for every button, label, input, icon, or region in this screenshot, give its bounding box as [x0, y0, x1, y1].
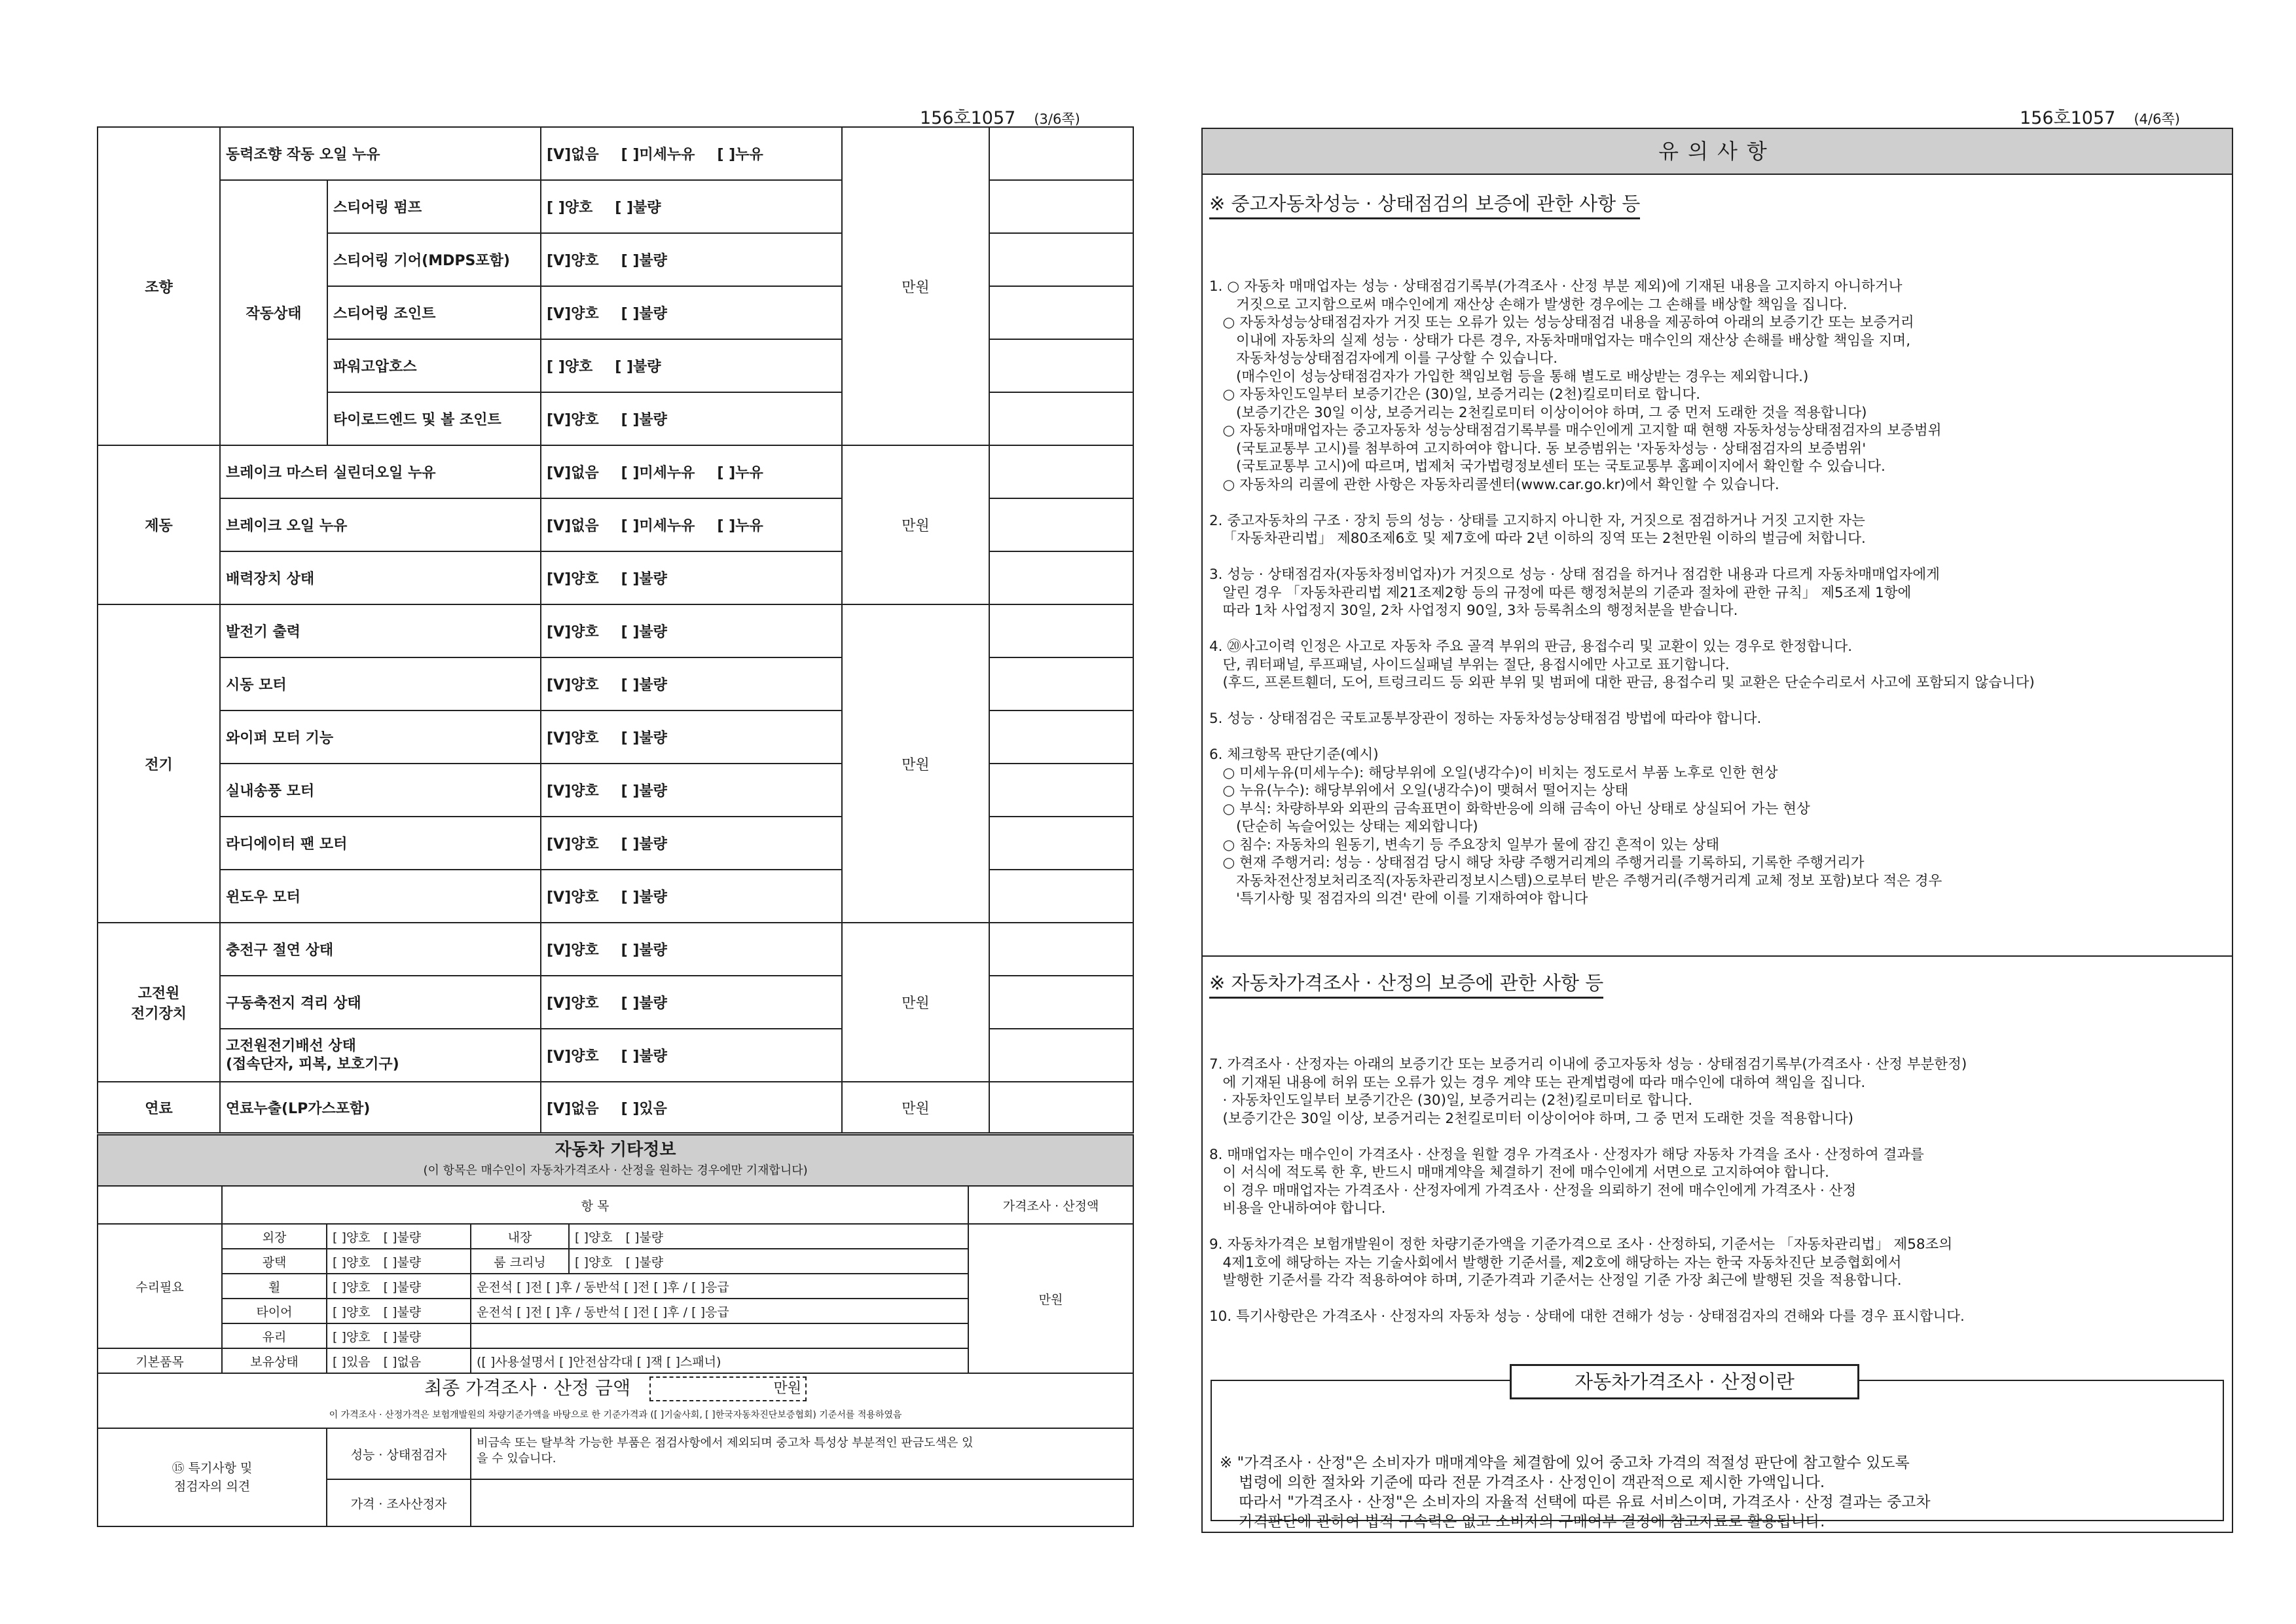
text-line — [1209, 728, 2204, 747]
text-line: 가격판단에 관하여 법적 구속력은 없고 소비자의 구매여부 결정에 참고자료로 활용됩니다. — [1220, 1513, 1825, 1530]
text-line: '특기사항 및 점검자의 의견' 란에 이를 기재하여야 합니다 — [1209, 891, 1588, 907]
item-options[interactable]: [V]양호 [ ]불량 — [541, 233, 842, 286]
item-options[interactable]: [V]양호 [ ]불량 — [541, 604, 842, 657]
price-cell[interactable] — [989, 233, 1133, 286]
price-cell[interactable] — [989, 180, 1133, 233]
final-price-row — [98, 1373, 1133, 1428]
text-line: 8. 매매업자는 매수인이 가격조사 · 산정을 원할 경우 가격조사 · 산정자가 해당 자동차 가격을 조사 · 산정하여 결과를 — [1209, 1146, 1924, 1163]
item-label: 시동 모터 — [220, 657, 541, 710]
section-divider — [1203, 955, 2232, 957]
left-page-header — [920, 103, 1080, 129]
item-options[interactable]: [V]없음 [ ]있음 — [541, 1082, 842, 1133]
item-options[interactable]: [V]양호 [ ]불량 — [541, 817, 842, 870]
page-number: (3/6쪽) — [1034, 111, 1080, 127]
category-electric: 전기 — [98, 604, 220, 923]
price-definition-box — [1211, 1371, 2224, 1530]
text-line: ○ 현재 주행거리: 성능 · 상태점검 당시 해당 차량 주행거리계의 주행거리를 기록하되, 기록한 주행거리가 — [1209, 855, 1865, 871]
price-cell[interactable] — [989, 976, 1133, 1029]
page-number: (4/6쪽) — [2134, 111, 2180, 127]
section-performance-warranty: ※ 중고자동차성능 · 상태점검의 보증에 관한 사항 등 — [1209, 189, 1640, 219]
price-unit: 만원 — [842, 923, 989, 1082]
text-line: ○ 자동차의 리콜에 관한 사항은 자동차리콜센터(www.car.go.kr)에서 확인할 수 있습니다. — [1209, 476, 1779, 493]
item-label: 브레이크 마스터 실린더오일 누유 — [220, 445, 541, 498]
row-options[interactable]: [ ]양호 [ ]불량 — [327, 1224, 471, 1249]
row-detail[interactable]: 운전석 [ ]전 [ ]후 / 동반석 [ ]전 [ ]후 / [ ]응급 — [471, 1299, 968, 1323]
price-cell[interactable] — [989, 445, 1133, 498]
price-cell[interactable] — [989, 1082, 1133, 1133]
item-options[interactable]: [V]양호 [ ]불량 — [541, 870, 842, 923]
text-line: 「자동차관리법」 제80조제6호 및 제7호에 따라 2년 이하의 징역 또는 2천만원 이하의 벌금에 처합니다. — [1209, 530, 1866, 547]
inspector-label: 성능 · 상태점검자 — [327, 1428, 471, 1479]
price-cell[interactable] — [989, 870, 1133, 923]
text-line: 이내에 자동차의 실제 성능 · 상태가 다른 경우, 자동차매매업자는 매수인의 재산상 손해를 배상할 책임을 지며, — [1209, 332, 1911, 349]
text-line: ○ 부식: 차량하부와 외판의 금속표면이 화학반응에 의해 금속이 아닌 상태로 상실되어 가는 현상 — [1209, 800, 1810, 817]
other-info-header — [98, 1135, 1133, 1186]
price-cell[interactable] — [989, 710, 1133, 764]
text-line: 이 서식에 적도록 한 후, 반드시 매매계약을 체결하기 전에 매수인에게 서면으로 고지하여야 합니다. — [1209, 1164, 1829, 1181]
item-label: 배력장치 상태 — [220, 551, 541, 604]
final-price-box[interactable]: 만원 — [649, 1376, 807, 1401]
price-cell[interactable] — [989, 923, 1133, 976]
text-line: 9. 자동차가격은 보험개발원이 정한 차량기준가액을 기준가격으로 조사 · 산정하되, 기준서는 「자동차관리법」 제58조의 — [1209, 1236, 1953, 1253]
item-options[interactable]: [V]없음 [ ]미세누유 [ ]누유 — [541, 445, 842, 498]
item-options[interactable]: [ ]양호 [ ]불량 — [541, 339, 842, 392]
item-options[interactable]: [V]양호 [ ]불량 — [541, 976, 842, 1029]
row-label: 타이어 — [222, 1299, 327, 1323]
item-options[interactable]: [V]양호 [ ]불량 — [541, 764, 842, 817]
text-line: 비용을 안내하여야 합니다. — [1209, 1200, 1386, 1217]
item-options[interactable]: [V]없음 [ ]미세누유 [ ]누유 — [541, 127, 842, 180]
row-label: 휠 — [222, 1274, 327, 1299]
text-line: 5. 성능 · 상태점검은 국토교통부장관이 정하는 자동차성능상태점검 방법에 따라야 합니다. — [1209, 710, 1762, 727]
text-line: ○ 누유(누수): 해당부위에서 오일(냉각수)이 맺혀서 떨어지는 상태 — [1209, 783, 1629, 799]
category-fuel: 연료 — [98, 1082, 220, 1133]
column-item: 항 목 — [222, 1186, 968, 1224]
repair-needed-label: 수리필요 — [98, 1224, 222, 1348]
item-label: 발전기 출력 — [220, 604, 541, 657]
item-options[interactable]: [V]양호 [ ]불량 — [541, 923, 842, 976]
text-line: (보증기간은 30일 이상, 보증거리는 2천킬로미터 이상이어야 하며, 그 중 먼저 도래한 것을 적용합니다) — [1209, 404, 1867, 421]
row-label: 광택 — [222, 1249, 327, 1274]
row-options[interactable]: [ ]양호 [ ]불량 — [327, 1274, 471, 1299]
item-label: 스티어링 펌프 — [327, 180, 541, 233]
inspector-opinion[interactable]: 비금속 또는 탈부착 가능한 부품은 점검사항에서 제외되며 중고차 특성상 부분적인 판금도색은 있 을 수 있습니다. — [471, 1428, 1133, 1479]
section-price-warranty: ※ 자동차가격조사 · 산정의 보증에 관한 사항 등 — [1209, 969, 1603, 999]
item-label: 충전구 절연 상태 — [220, 923, 541, 976]
price-cell[interactable] — [989, 127, 1133, 180]
text-line: (후드, 프론트휀더, 도어, 트렁크리드 등 외판 부위 및 범퍼에 대한 판금, 용접수리 및 교환은 단순수리로서 사고에 포함되지 않습니다) — [1209, 674, 2035, 691]
item-label: 스티어링 조인트 — [327, 286, 541, 339]
notice-title: 유의사항 — [1203, 129, 2232, 175]
text-line: 알린 경우 「자동차관리법 제21조제2항 등의 규정에 따른 행정처분의 기준과 절차에 관한 규칙」 제5조제 1항에 — [1209, 584, 1912, 601]
text-line: ※ "가격조사 · 산정"은 소비자가 매매계약을 체결함에 있어 중고차 가격의 적절성 판단에 참고할수 있도록 — [1220, 1454, 1910, 1471]
item-label: 브레이크 오일 누유 — [220, 498, 541, 551]
text-line: 2. 중고자동차의 구조 · 장치 등의 성능 · 상태를 고지하지 아니한 자, 거짓으로 점검하거나 거짓 고지한 자는 — [1209, 512, 1865, 529]
section-performance-body — [1209, 242, 2204, 944]
row-options[interactable]: [ ]있음 [ ]없음 — [327, 1348, 471, 1373]
item-label: 파워고압호스 — [327, 339, 541, 392]
text-line: 이 경우 매매업자는 가격조사 · 산정자에게 가격조사 · 산정을 의뢰하기 전에 매수인에게 가격조사 · 산정 — [1209, 1182, 1857, 1199]
item-options[interactable]: [V]양호 [ ]불량 — [541, 286, 842, 339]
text-line: (매수인이 성능상태점검자가 가입한 책임보험 등을 통해 별도로 배상받는 경우는 제외합니다.) — [1209, 368, 1809, 385]
item-label: 스티어링 기어(MDPS포함) — [327, 233, 541, 286]
price-cell[interactable] — [989, 604, 1133, 657]
item-options[interactable]: [V]없음 [ ]미세누유 [ ]누유 — [541, 498, 842, 551]
price-definition-body — [1220, 1414, 2215, 1571]
row-detail[interactable]: ([ ]사용설명서 [ ]안전삼각대 [ ]잭 [ ]스패너) — [471, 1348, 968, 1373]
text-line: 따라서 "가격조사 · 산정"은 소비자의 자율적 선택에 따른 유료 서비스이며, 가격조사 · 산정 결과는 중고차 — [1220, 1494, 1931, 1511]
text-line — [1209, 1290, 2204, 1308]
text-line — [1209, 494, 2204, 512]
text-line: ○ 자동차매매업자는 중고자동차 성능상태점검기록부를 매수인에게 고지할 때 현행 자동차성능상태점검자의 보증범위 — [1209, 422, 1942, 439]
subcategory-operation: 작동상태 — [220, 180, 327, 445]
text-line: (보증기간은 30일 이상, 보증거리는 2천킬로미터 이상이어야 하며, 그 중 먼저 도래한 것을 적용합니다) — [1209, 1110, 1853, 1127]
text-line: 단, 쿼터패널, 루프패널, 사이드실패널 부위는 절단, 용접시에만 사고로 표기합니다. — [1209, 656, 1730, 673]
price-cell[interactable] — [989, 764, 1133, 817]
item-label: 라디에이터 팬 모터 — [220, 817, 541, 870]
text-line: 발행한 기준서를 각각 적용하여야 하며, 기준가격과 기준서는 산정일 기준 가장 최근에 발행된 것을 적용합니다. — [1209, 1272, 1902, 1289]
blank-cell — [471, 1323, 968, 1348]
row-label: 유리 — [222, 1323, 327, 1348]
text-line: 4제1호에 해당하는 자는 기술사회에서 발행한 기준서를, 제2호에 해당하는 자는 한국 자동차진단 보증협회에서 — [1209, 1254, 1902, 1271]
price-cell[interactable] — [989, 657, 1133, 710]
price-unit: 만원 — [968, 1224, 1133, 1373]
text-line: 법령에 의한 절차와 기준에 따라 전문 가격조사 · 산정인이 객관적으로 제시한 가액입니다. — [1220, 1474, 1825, 1491]
text-line: ○ 침수: 자동차의 원동기, 변속기 등 주요장치 일부가 물에 잠긴 흔적이 있는 상태 — [1209, 836, 1720, 853]
item-options[interactable]: [V]양호 [ ]불량 — [541, 710, 842, 764]
price-unit: 만원 — [842, 127, 989, 445]
item-label: 와이퍼 모터 기능 — [220, 710, 541, 764]
row-label: 룸 크리닝 — [471, 1249, 569, 1274]
text-line: (국토교통부 고시)에 따르며, 법제처 국가법령정보센터 또는 국토교통부 홈페이지에서 확인할 수 있습니다. — [1209, 458, 1886, 475]
text-line: 자동차성능상태점검자에게 이를 구상할 수 있습니다. — [1209, 350, 1558, 367]
item-options[interactable]: [V]양호 [ ]불량 — [541, 657, 842, 710]
text-line: 6. 체크항목 판단기준(예시) — [1209, 747, 1379, 763]
price-unit: 만원 — [842, 604, 989, 923]
text-line — [1209, 548, 2204, 566]
item-label: 고전원전기배선 상태 (접속단자, 피복, 보호기구) — [220, 1029, 541, 1082]
price-definition-title: 자동차가격조사 · 산정이란 — [1510, 1364, 1859, 1399]
price-cell[interactable] — [989, 286, 1133, 339]
item-label: 연료누출(LP가스포함) — [220, 1082, 541, 1133]
document-number: 156호1057 — [920, 108, 1016, 128]
price-unit: 만원 — [842, 1082, 989, 1133]
price-unit: 만원 — [842, 445, 989, 604]
column-price: 가격조사 · 산정액 — [968, 1186, 1133, 1224]
row-label: 내장 — [471, 1224, 569, 1249]
price-cell[interactable] — [989, 817, 1133, 870]
item-options[interactable]: [ ]양호 [ ]불량 — [541, 180, 842, 233]
text-line: 에 기재된 내용에 허위 또는 오류가 있는 경우 계약 또는 관계법령에 따라 매수인에 대하여 책임을 집니다. — [1209, 1074, 1866, 1091]
text-line: ○ 미세누유(미세누수): 해당부위에 오일(냉각수)이 비치는 정도로서 부품 노후로 인한 현상 — [1209, 764, 1778, 781]
category-brake: 제동 — [98, 445, 220, 604]
text-line: 10. 특기사항란은 가격조사 · 산정자의 자동차 성능 · 상태에 대한 견해가 성능 · 상태점검자의 견해와 다를 경우 표시합니다. — [1209, 1308, 1965, 1325]
item-options[interactable]: [V]양호 [ ]불량 — [541, 392, 842, 445]
text-line — [1209, 1218, 2204, 1236]
text-line: ○ 자동차인도일부터 보증기간은 (30)일, 보증거리는 (2천)킬로미터로 합니다. — [1209, 386, 1701, 403]
item-options[interactable]: [V]양호 [ ]불량 — [541, 1029, 842, 1082]
text-line: 따라 1차 사업정지 30일, 2차 사업정지 90일, 3차 등록취소의 행정처분을 받습니다. — [1209, 602, 1738, 619]
other-info-table — [97, 1134, 1134, 1527]
text-line: 1. ○ 자동차 매매업자는 성능 · 상태점검기록부(가격조사 · 산정 부분 제외)에 기재된 내용을 고지하지 아니하거나 — [1209, 278, 1903, 295]
item-label: 동력조향 작동 오일 누유 — [220, 127, 541, 180]
item-label: 타이로드엔드 및 볼 조인트 — [327, 392, 541, 445]
row-options[interactable]: [ ]양호 [ ]불량 — [569, 1249, 968, 1274]
row-options[interactable]: [ ]양호 [ ]불량 — [327, 1299, 471, 1323]
text-line: 7. 가격조사 · 산정자는 아래의 보증기간 또는 보증거리 이내에 중고자동차 성능 · 상태점검기록부(가격조사 · 산정 부분한정) — [1209, 1056, 1967, 1073]
blank-cell — [98, 1186, 222, 1224]
price-cell[interactable] — [989, 551, 1133, 604]
other-info-title: 자동차 기타정보 — [555, 1140, 676, 1160]
row-label: 보유상태 — [222, 1348, 327, 1373]
text-line: ○ 자동차성능상태점검자가 거짓 또는 오류가 있는 성능상태점검 내용을 제공하여 아래의 보증기간 또는 보증거리 — [1209, 314, 1914, 331]
row-label: 외장 — [222, 1224, 327, 1249]
text-line: 3. 성능 · 상태점검자(자동차정비업자)가 거짓으로 성능 · 상태 점검을 하거나 점검한 내용과 다르게 자동차매매업자에게 — [1209, 566, 1940, 583]
document-number: 156호1057 — [2020, 108, 2116, 128]
appraiser-label: 가격 · 조사산정자 — [327, 1479, 471, 1526]
category-steering: 조향 — [98, 127, 220, 445]
appraiser-opinion[interactable] — [471, 1479, 1133, 1526]
basic-items-label: 기본품목 — [98, 1348, 222, 1373]
price-cell[interactable] — [989, 339, 1133, 392]
final-price-note: 이 가격조사 · 산정가격은 보험개발원의 차량기준가액을 바탕으로 한 기준가격과 ([ ]기술사회, [ ]한국자동차진단보증협회) 기준서를 적용하였음 — [329, 1410, 902, 1420]
item-label: 구동축전지 격리 상태 — [220, 976, 541, 1029]
item-options[interactable]: [V]양호 [ ]불량 — [541, 551, 842, 604]
opinion-label: ⑮ 특기사항 및 점검자의 의견 — [98, 1428, 327, 1526]
row-options[interactable]: [ ]양호 [ ]불량 — [569, 1224, 968, 1249]
notice-panel — [1201, 128, 2233, 1533]
other-info-subtitle: (이 항목은 매수인이 자동차가격조사 · 산정을 원하는 경우에만 기재합니다) — [423, 1164, 808, 1177]
text-line — [1209, 1128, 2204, 1146]
text-line: (국토교통부 고시)를 첨부하여 고지하여야 합니다. 동 보증범위는 '자동차성능 · 상태점검자의 보증범위' — [1209, 440, 1867, 457]
price-cell[interactable] — [989, 1029, 1133, 1082]
text-line: 자동차전산정보처리조직(자동차관리정보시스템)으로부터 받은 주행거리(주행거리계 교체 정보 포함)보다 적은 경우 — [1209, 872, 1942, 889]
text-line: · 자동차인도일부터 보증기간은 (30)일, 보증거리는 (2천)킬로미터로 합니다. — [1209, 1092, 1693, 1109]
item-label: 실내송풍 모터 — [220, 764, 541, 817]
inspection-table — [97, 126, 1134, 1134]
section-price-body — [1209, 1020, 2204, 1362]
text-line — [1209, 620, 2204, 638]
price-cell[interactable] — [989, 392, 1133, 445]
final-price-label: 최종 가격조사 · 산정 금액 — [424, 1377, 631, 1399]
row-detail[interactable]: 운전석 [ ]전 [ ]후 / 동반석 [ ]전 [ ]후 / [ ]응급 — [471, 1274, 968, 1299]
category-high-voltage: 고전원 전기장치 — [98, 923, 220, 1082]
text-line: 4. ⑳사고이력 인정은 사고로 자동차 주요 골격 부위의 판금, 용접수리 및 교환이 있는 경우로 한정합니다. — [1209, 638, 1853, 655]
text-line: (단순히 녹슬어있는 상태는 제외합니다) — [1209, 819, 1478, 835]
text-line: 거짓으로 고지함으로써 매수인에게 재산상 손해가 발생한 경우에는 그 손해를 배상할 책임을 집니다. — [1209, 296, 1848, 313]
item-label: 윈도우 모터 — [220, 870, 541, 923]
right-page-header — [2020, 103, 2180, 129]
price-cell[interactable] — [989, 498, 1133, 551]
row-options[interactable]: [ ]양호 [ ]불량 — [327, 1323, 471, 1348]
text-line — [1209, 692, 2204, 710]
row-options[interactable]: [ ]양호 [ ]불량 — [327, 1249, 471, 1274]
